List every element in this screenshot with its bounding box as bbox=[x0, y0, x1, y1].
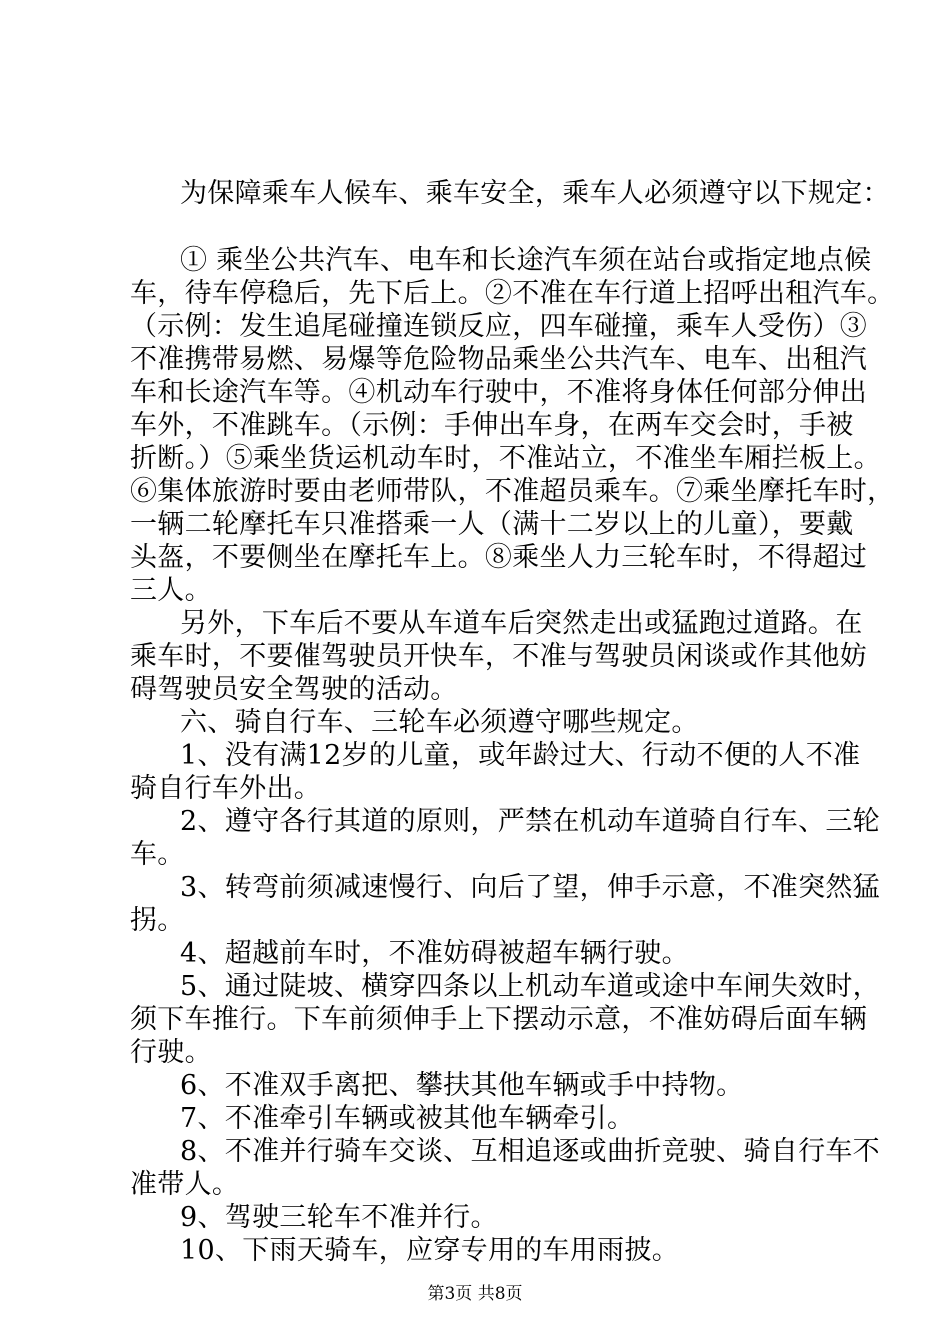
rule-line: ① 乘坐公共汽车、电车和长途汽车须在站台或指定地点候 bbox=[180, 245, 872, 276]
list-item-line: 9、驾驶三轮车不准并行。 bbox=[180, 1202, 498, 1233]
list-item-line: 行驶。 bbox=[130, 1037, 212, 1068]
list-item-line: 3、转弯前须减速慢行、向后了望，伸手示意，不准突然猛 bbox=[180, 872, 880, 903]
list-item-line: 4、超越前车时，不准妨碍被超车辆行驶。 bbox=[180, 938, 689, 969]
paragraph-line: 碍驾驶员安全驾驶的活动。 bbox=[130, 674, 458, 705]
list-item-line: 拐。 bbox=[130, 905, 185, 936]
list-item-line: 10、下雨天骑车，应穿专用的车用雨披。 bbox=[180, 1235, 680, 1266]
list-item-line: 6、不准双手离把、攀扶其他车辆或手中持物。 bbox=[180, 1070, 744, 1101]
page-number-footer: 第3页 共8页 bbox=[427, 1284, 523, 1304]
rule-line: 车，待车停稳后，先下后上。②不准在车行道上招呼出租汽车。 bbox=[130, 278, 895, 309]
paragraph-line: 另外，下车后不要从车道车后突然走出或猛跑过道路。在 bbox=[180, 608, 863, 639]
list-item-line: 车。 bbox=[130, 839, 185, 870]
list-item-line: 5、通过陡坡、横穿四条以上机动车道或途中车闸失效时， bbox=[180, 971, 880, 1002]
rule-line: 车外，不准跳车。（示例：手伸出车身，在两车交会时，手被 bbox=[130, 410, 854, 441]
list-item-line: 7、不准牵引车辆或被其他车辆牵引。 bbox=[180, 1103, 635, 1134]
rule-line: 一辆二轮摩托车只准搭乘一人（满十二岁以上的儿童），要戴 bbox=[130, 509, 854, 540]
list-item-line: 骑自行车外出。 bbox=[130, 773, 322, 804]
list-item-line: 2、遵守各行其道的原则，严禁在机动车道骑自行车、三轮 bbox=[180, 806, 880, 837]
list-item-line: 8、不准并行骑车交谈、互相追逐或曲折竞驶、骑自行车不 bbox=[180, 1136, 880, 1167]
rule-line: 头盔，不要侧坐在摩托车上。⑧乘坐人力三轮车时，不得超过 bbox=[130, 542, 868, 573]
rule-line: 折断。）⑤乘坐货运机动车时，不准站立，不准坐车厢拦板上。 bbox=[130, 443, 881, 474]
rule-line: ⑥集体旅游时要由老师带队，不准超员乘车。⑦乘坐摩托车时， bbox=[130, 476, 895, 507]
list-item-line: 须下车推行。下车前须伸手上下摆动示意，不准妨碍后面车辆 bbox=[130, 1004, 868, 1035]
rule-line: （示例：发生追尾碰撞连锁反应，四车碰撞，乘车人受伤）③ bbox=[130, 311, 868, 342]
rule-line: 车和长途汽车等。④机动车行驶中，不准将身体任何部分伸出 bbox=[130, 377, 868, 408]
intro-line: 为保障乘车人候车、乘车安全，乘车人必须遵守以下规定： bbox=[180, 178, 890, 209]
paragraph-line: 乘车时，不要催驾驶员开快车，不准与驾驶员闲谈或作其他妨 bbox=[130, 641, 868, 672]
list-item-line: 1、没有满12岁的儿童，或年龄过大、行动不便的人不准 bbox=[180, 740, 861, 771]
rule-line: 三人。 bbox=[130, 575, 212, 606]
list-item-line: 准带人。 bbox=[130, 1169, 240, 1200]
rule-line: 不准携带易燃、易爆等危险物品乘坐公共汽车、电车、出租汽 bbox=[130, 344, 868, 375]
section-heading: 六、骑自行车、三轮车必须遵守哪些规定。 bbox=[180, 707, 699, 738]
